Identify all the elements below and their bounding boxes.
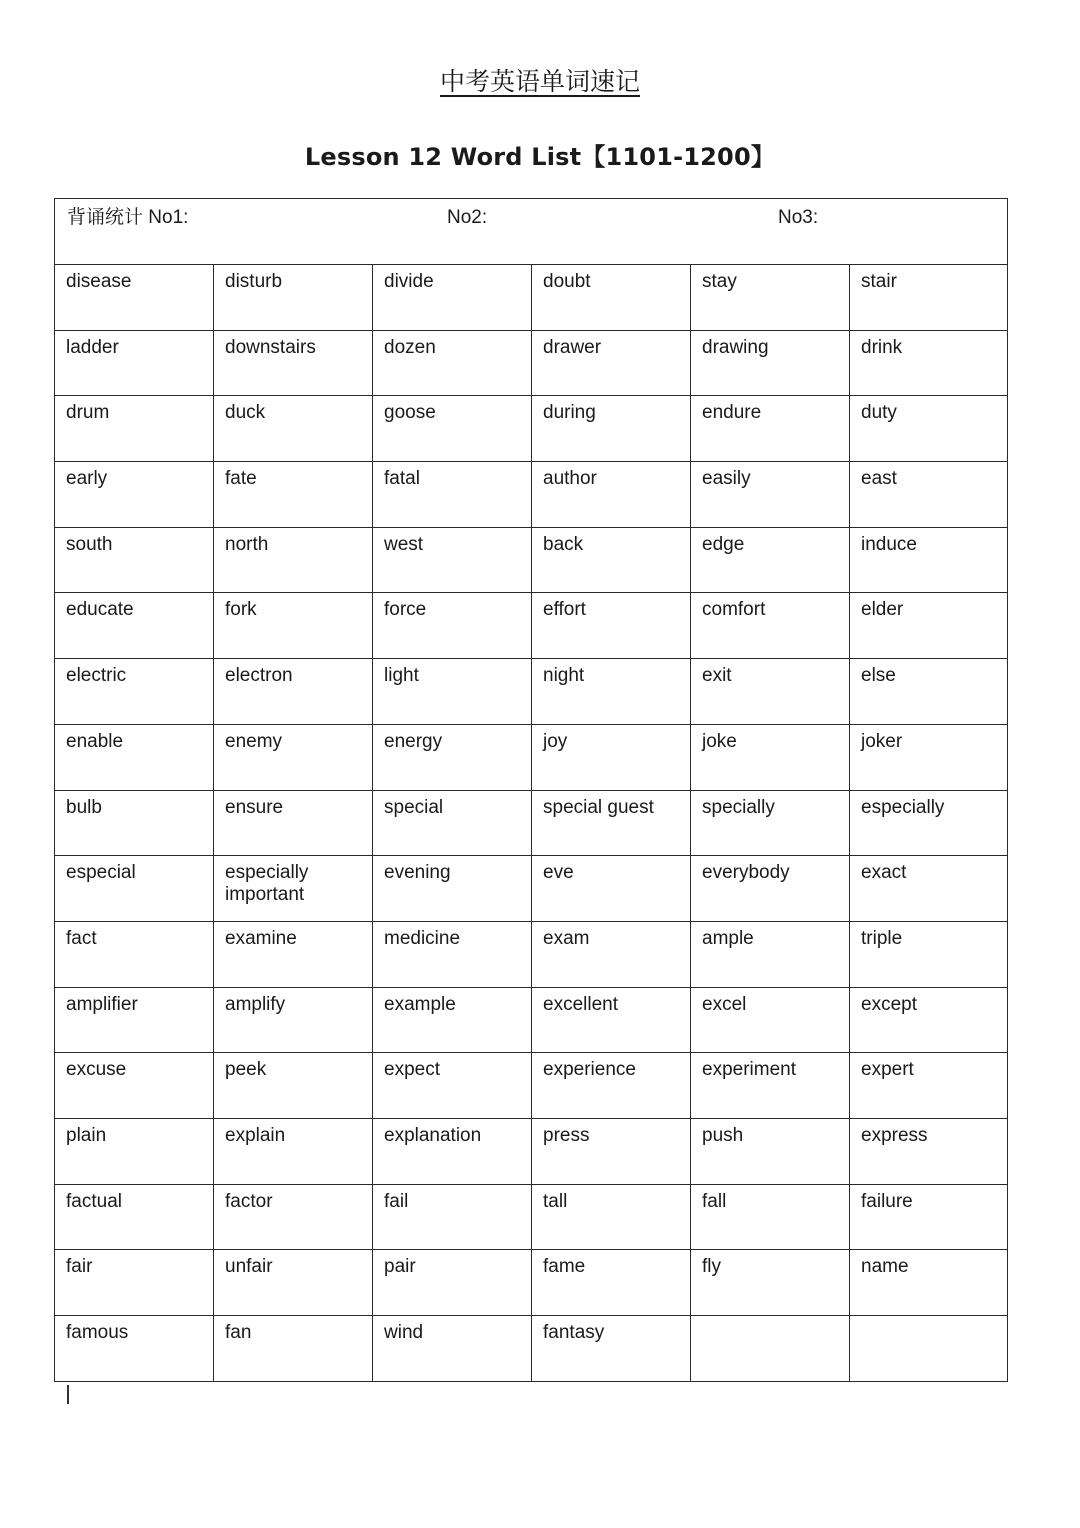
stats-no2-label: No2: (447, 207, 488, 228)
word-cell: pair (373, 1250, 532, 1316)
word-cell: energy (373, 724, 532, 790)
word-cell: educate (55, 593, 214, 659)
table-row (55, 1053, 1008, 1119)
stats-no1-label: 背诵统计 No1: (67, 207, 189, 228)
word-cell: duck (214, 396, 373, 462)
word-cell: downstairs (214, 330, 373, 396)
table-row (55, 790, 1008, 856)
word-cell: drawer (532, 330, 691, 396)
word-cell: enable (55, 724, 214, 790)
word-cell: medicine (373, 921, 532, 987)
word-cell: exam (532, 921, 691, 987)
table-row (55, 987, 1008, 1053)
recitation-stats-cell (55, 199, 1008, 265)
word-cell: fantasy (532, 1316, 691, 1382)
word-cell: drum (55, 396, 214, 462)
word-cell: except (850, 987, 1008, 1053)
word-cell: west (373, 527, 532, 593)
table-row (55, 396, 1008, 462)
table-row (55, 659, 1008, 725)
table-row (55, 1118, 1008, 1184)
word-cell: especially important (214, 856, 373, 922)
table-row (55, 1250, 1008, 1316)
word-cell: early (55, 462, 214, 528)
word-cell: excellent (532, 987, 691, 1053)
word-cell: ensure (214, 790, 373, 856)
word-cell: stay (691, 265, 850, 331)
word-cell: special guest (532, 790, 691, 856)
word-cell: examine (214, 921, 373, 987)
word-cell: especial (55, 856, 214, 922)
word-cell: elder (850, 593, 1008, 659)
word-cell: tall (532, 1184, 691, 1250)
word-cell: north (214, 527, 373, 593)
word-cell: joy (532, 724, 691, 790)
text-cursor (67, 1385, 69, 1404)
word-cell: excuse (55, 1053, 214, 1119)
table-row (55, 1316, 1008, 1382)
stats-no3-label: No3: (778, 207, 819, 228)
word-cell: plain (55, 1118, 214, 1184)
word-cell: fact (55, 921, 214, 987)
word-cell: name (850, 1250, 1008, 1316)
table-row (55, 330, 1008, 396)
word-cell: eve (532, 856, 691, 922)
word-cell: amplify (214, 987, 373, 1053)
word-cell: induce (850, 527, 1008, 593)
word-cell: east (850, 462, 1008, 528)
word-cell: goose (373, 396, 532, 462)
word-cell: divide (373, 265, 532, 331)
word-cell: excel (691, 987, 850, 1053)
table-row (55, 1184, 1008, 1250)
word-cell: endure (691, 396, 850, 462)
word-cell: peek (214, 1053, 373, 1119)
table-row (55, 724, 1008, 790)
word-cell: express (850, 1118, 1008, 1184)
word-cell: drawing (691, 330, 850, 396)
word-cell: ladder (55, 330, 214, 396)
word-cell: enemy (214, 724, 373, 790)
word-cell: stair (850, 265, 1008, 331)
word-cell: exit (691, 659, 850, 725)
word-cell (691, 1316, 850, 1382)
table-row (55, 593, 1008, 659)
word-cell: south (55, 527, 214, 593)
word-cell: explain (214, 1118, 373, 1184)
word-cell: disease (55, 265, 214, 331)
word-cell: unfair (214, 1250, 373, 1316)
word-cell: everybody (691, 856, 850, 922)
word-cell: factual (55, 1184, 214, 1250)
word-cell: bulb (55, 790, 214, 856)
word-cell: triple (850, 921, 1008, 987)
word-cell: fate (214, 462, 373, 528)
word-cell: edge (691, 527, 850, 593)
word-cell: especially (850, 790, 1008, 856)
document-title (0, 66, 1080, 98)
word-cell: push (691, 1118, 850, 1184)
word-cell: author (532, 462, 691, 528)
word-cell: fall (691, 1184, 850, 1250)
word-cell: fair (55, 1250, 214, 1316)
lesson-title: Lesson 12 Word List【1101-1200】 (304, 143, 776, 171)
word-cell: press (532, 1118, 691, 1184)
word-cell (850, 1316, 1008, 1382)
document-title-text: 中考英语单词速记 (439, 67, 640, 96)
word-cell: back (532, 527, 691, 593)
word-cell: disturb (214, 265, 373, 331)
word-cell: experiment (691, 1053, 850, 1119)
word-cell: doubt (532, 265, 691, 331)
word-cell: effort (532, 593, 691, 659)
word-cell: light (373, 659, 532, 725)
word-cell: joke (691, 724, 850, 790)
word-cell: expect (373, 1053, 532, 1119)
word-cell: expert (850, 1053, 1008, 1119)
word-cell: experience (532, 1053, 691, 1119)
word-cell: explanation (373, 1118, 532, 1184)
word-cell: fail (373, 1184, 532, 1250)
word-cell: fork (214, 593, 373, 659)
word-cell: special (373, 790, 532, 856)
word-table-body (55, 265, 1008, 1382)
word-cell: comfort (691, 593, 850, 659)
word-cell: electric (55, 659, 214, 725)
word-cell: specially (691, 790, 850, 856)
word-cell: wind (373, 1316, 532, 1382)
word-cell: evening (373, 856, 532, 922)
table-row (55, 856, 1008, 922)
word-cell: force (373, 593, 532, 659)
word-cell: famous (55, 1316, 214, 1382)
word-cell: ample (691, 921, 850, 987)
word-cell: fan (214, 1316, 373, 1382)
word-list-table (54, 198, 1008, 1382)
word-cell: easily (691, 462, 850, 528)
word-cell: exact (850, 856, 1008, 922)
word-cell: factor (214, 1184, 373, 1250)
table-row (55, 921, 1008, 987)
word-cell: else (850, 659, 1008, 725)
table-row (55, 265, 1008, 331)
word-cell: during (532, 396, 691, 462)
word-cell: drink (850, 330, 1008, 396)
word-cell: night (532, 659, 691, 725)
word-cell: fame (532, 1250, 691, 1316)
table-row (55, 527, 1008, 593)
word-cell: joker (850, 724, 1008, 790)
word-cell: fly (691, 1250, 850, 1316)
word-cell: example (373, 987, 532, 1053)
word-cell: electron (214, 659, 373, 725)
word-cell: fatal (373, 462, 532, 528)
word-cell: amplifier (55, 987, 214, 1053)
word-cell: duty (850, 396, 1008, 462)
word-cell: failure (850, 1184, 1008, 1250)
word-cell: dozen (373, 330, 532, 396)
table-row (55, 462, 1008, 528)
